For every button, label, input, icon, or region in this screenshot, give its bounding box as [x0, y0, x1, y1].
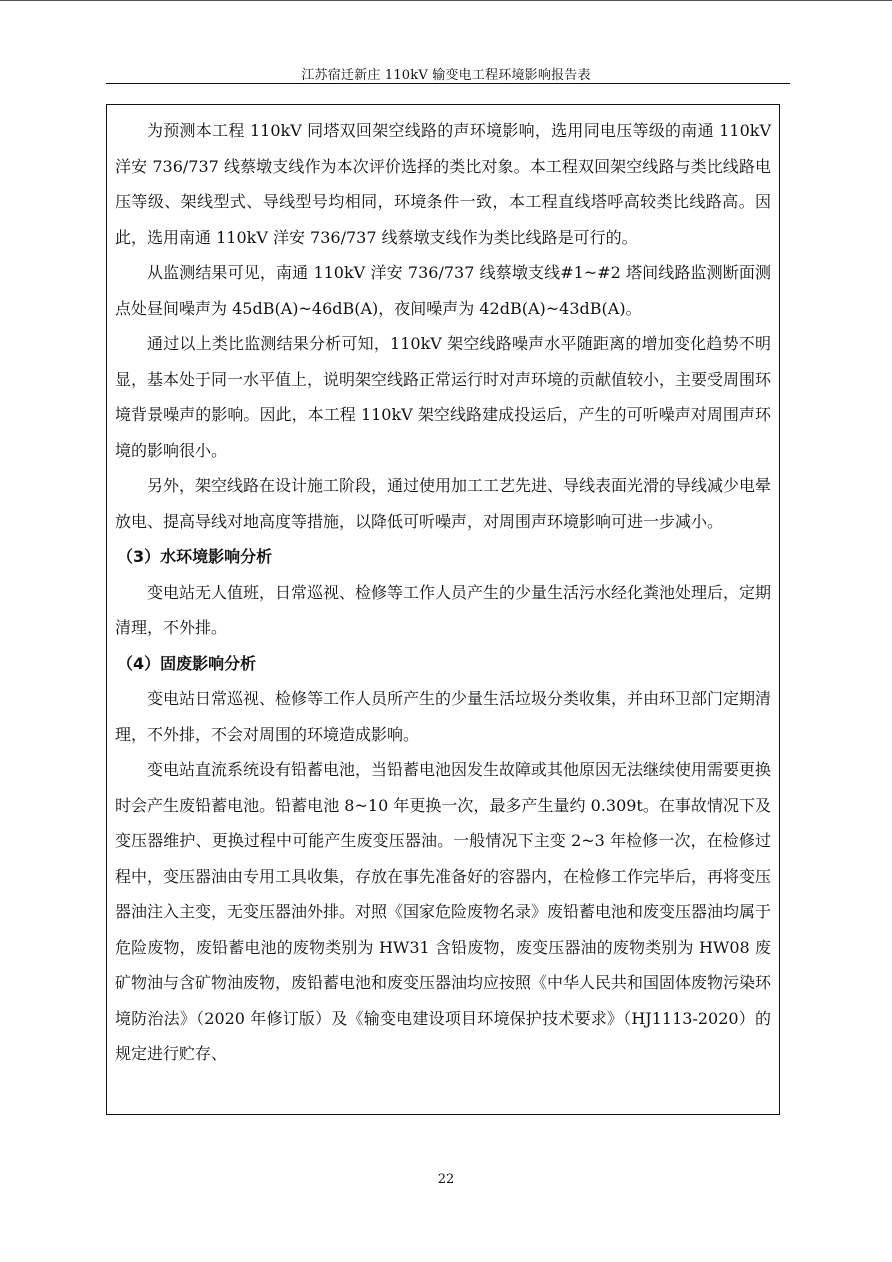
paragraph-noise-analysis: 通过以上类比监测结果分析可知，110kV 架空线路噪声水平随距离的增加变化趋势不明显，基本处于同一水平值上，说明架空线路正常运行时对声环境的贡献值较小，主要受周围环境背景噪声的影响。因此，本工程 110kV 架空线路建成投运后，产生的可听噪声对周围声环境的影响很小。 [115, 334, 772, 460]
paragraph-hazardous-waste: 变电站直流系统设有铅蓄电池，当铅蓄电池因发生故障或其他原因无法继续使用需要更换时会产生废铅蓄电池。铅蓄电池 8~10 年更换一次，最多产生量约 0.309t。在事故情况下及变压器维护、更换过程中可能产生废变压器油。一般情况下主变 2~3 年检修一次，在检修过程中，变压器油由专用工具收集，存放在事先准备好的容器内，在检修工作完毕后，再将变压器油注入主变，无变压器油外排。对照《国家危险废物名录》废铅蓄电池和废变压器油均属于危险废物，废铅蓄电池的废物类别为 HW31 含铅废物，废变压器油的废物类别为 HW08 废矿物油与含矿物油废物，废铅蓄电池和废变压器油均应按照《中华人民共和国固体废物污染环境防治法》（2020 年修订版）及《输变电建设项目环境保护技术要求》（HJ1113-2020）的规定进行贮存、 [115, 760, 772, 1063]
paragraph-monitoring-results: 从监测结果可见，南通 110kV 洋安 736/737 线蔡墩支线#1~#2 塔间线路监测断面测点处昼间噪声为 45dB(A)~46dB(A)，夜间噪声为 42dB(A)~43dB(A)。 [115, 263, 771, 318]
page-number: 22 [437, 1172, 455, 1187]
section-heading-solid-waste: （4）固废影响分析 [117, 653, 257, 673]
paragraph-noise-mitigation: 另外，架空线路在设计施工阶段，通过使用加工工艺先进、导线表面光滑的导线减少电晕放电、提高导线对地高度等措施，以降低可听噪声，对周围声环境影响可进一步减小。 [115, 476, 772, 531]
page-top-border [0, 0, 892, 1]
paragraph-water-impact: 变电站无人值班，日常巡视、检修等工作人员产生的少量生活污水经化粪池处理后，定期清理，不外排。 [115, 582, 772, 637]
paragraph-domestic-waste: 变电站日常巡视、检修等工作人员所产生的少量生活垃圾分类收集，并由环卫部门定期清理，不外排，不会对周围的环境造成影响。 [115, 689, 772, 744]
section-heading-water: （3）水环境影响分析 [117, 547, 273, 566]
header-rule [106, 83, 790, 84]
content-table-cell [106, 104, 780, 1115]
paragraph-analogy-selection: 为预测本工程 110kV 同塔双回架空线路的声环境影响，选用同电压等级的南通 110kV 洋安 736/737 线蔡墩支线作为本次评价选择的类比对象。本工程双回架空线路与类比线路电压等级、架线型式、导线型号均相同，环境条件一致，本工程直线塔呼高较类比线路高。因此，选用南通 110kV 洋安 736/737 线蔡墩支线作为类比线路是可行的。 [115, 121, 771, 247]
document-header-title: 江苏宿迁新庄 110kV 输变电工程环境影响报告表 [301, 68, 591, 83]
